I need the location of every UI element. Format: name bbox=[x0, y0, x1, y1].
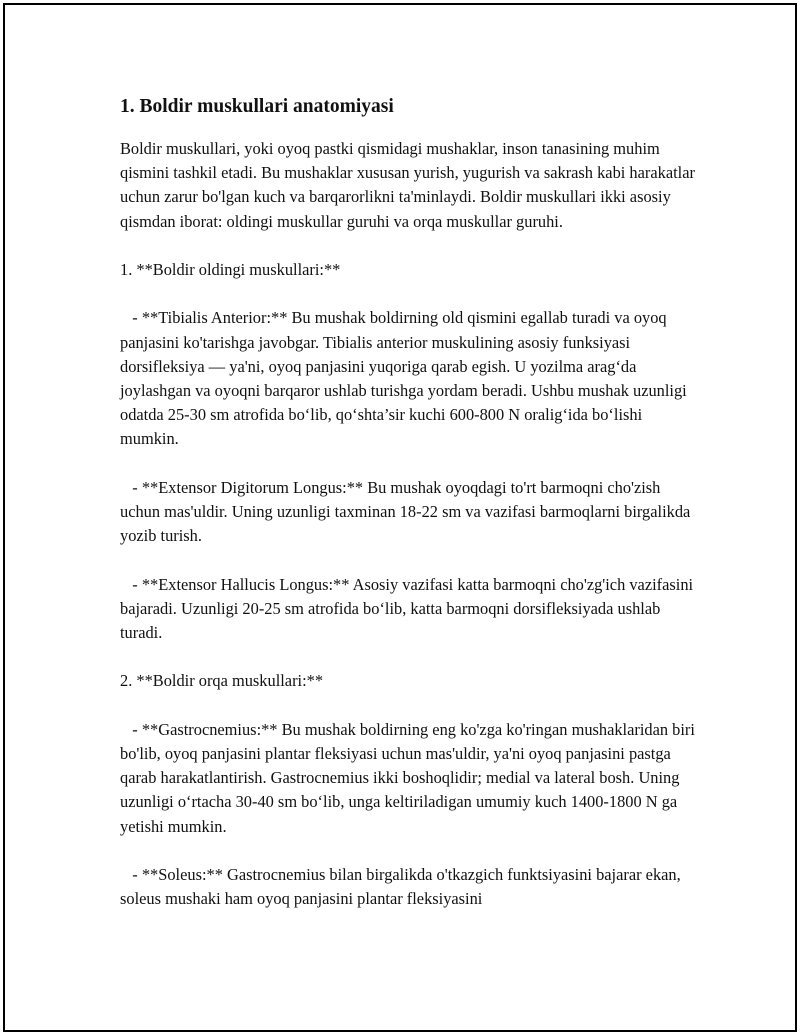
document-page bbox=[3, 3, 797, 1032]
tibialis-anterior-paragraph: - **Tibialis Anterior:** Bu mushak boldirning old qismini egallab turadi va oyoq panjasini ko'tarishga javobgar. Tibialis anterior muskulining asosiy funksiyasi dorsifleksiya — ya'ni, oyoq panjasini yuqoriga qarab egish. U yozilma arag‘da joylashgan va oyoqni barqaror ushlab turishga yordam beradi. Ushbu mushak uzunligi odatda 25-30 sm atrofida bo‘lib, qo‘shta’sir kuchi 600-800 N oralig‘ida bo‘lishi mumkin. bbox=[120, 308, 691, 449]
soleus-paragraph: - **Soleus:** Gastrocnemius bilan birgalikda o'tkazgich funktsiyasini bajarar ekan, soleus mushaki ham oyoq panjasini plantar fleksiyasini bbox=[120, 864, 685, 909]
section-heading: 1. Boldir muskullari anatomiyasi bbox=[120, 96, 394, 117]
posterior-group-heading: 2. **Boldir orqa muskullari:** bbox=[120, 671, 324, 691]
gastrocnemius-paragraph: - **Gastrocnemius:** Bu mushak boldirning eng ko'zga ko'ringan mushaklaridan biri bo'lib, oyoq panjasini plantar fleksiyasi uchun mas'uldir, ya'ni oyoq panjasini pastga qarab harakatlantirish. Gastrocnemius ikki boshoqlidir; medial va lateral bosh. Uning uzunligi o‘rtacha 30-40 sm bo‘lib, unga keltiriladigan umumiy kuch 1400-1800 N ga yetishi mumkin. bbox=[120, 719, 700, 836]
paragraph-gap bbox=[120, 234, 700, 258]
paragraph-gap bbox=[120, 645, 700, 669]
paragraph-gap bbox=[120, 282, 700, 306]
document-body bbox=[120, 95, 700, 911]
paragraph-gap bbox=[120, 694, 700, 718]
anterior-group-heading: 1. **Boldir oldingi muskullari:** bbox=[120, 260, 341, 279]
paragraph-gap bbox=[120, 452, 700, 476]
intro-paragraph: Boldir muskullari, yoki oyoq pastki qismidagi mushaklar, inson tanasining muhim qismini tashkil etadi. Bu mushaklar xususan yurish, yugurish va sakrash kabi harakatlar uchun zarur bo'lgan kuch va barqarorlikni ta'minlaydi. Boldir muskullari ikki asosiy qismdan iborat: oldingi muskullar guruhi va orqa muskullar guruhi. bbox=[120, 139, 700, 231]
extensor-hallucis-paragraph: - **Extensor Hallucis Longus:** Asosiy vazifasi katta barmoqni cho'zg'ich vazifasini bajaradi. Uzunligi 20-25 sm atrofida bo‘lib, katta barmoqni dorsifleksiyada ushlab turadi. bbox=[120, 574, 698, 642]
paragraph-gap bbox=[120, 839, 700, 863]
paragraph-gap bbox=[120, 548, 700, 572]
extensor-digitorum-paragraph: - **Extensor Digitorum Longus:** Bu mushak oyoqdagi to'rt barmoqni cho'zish uchun mas'uldir. Uning uzunligi taxminan 18-22 sm va vazifasi barmoqlarni birgalikda yozib turish. bbox=[120, 477, 695, 546]
